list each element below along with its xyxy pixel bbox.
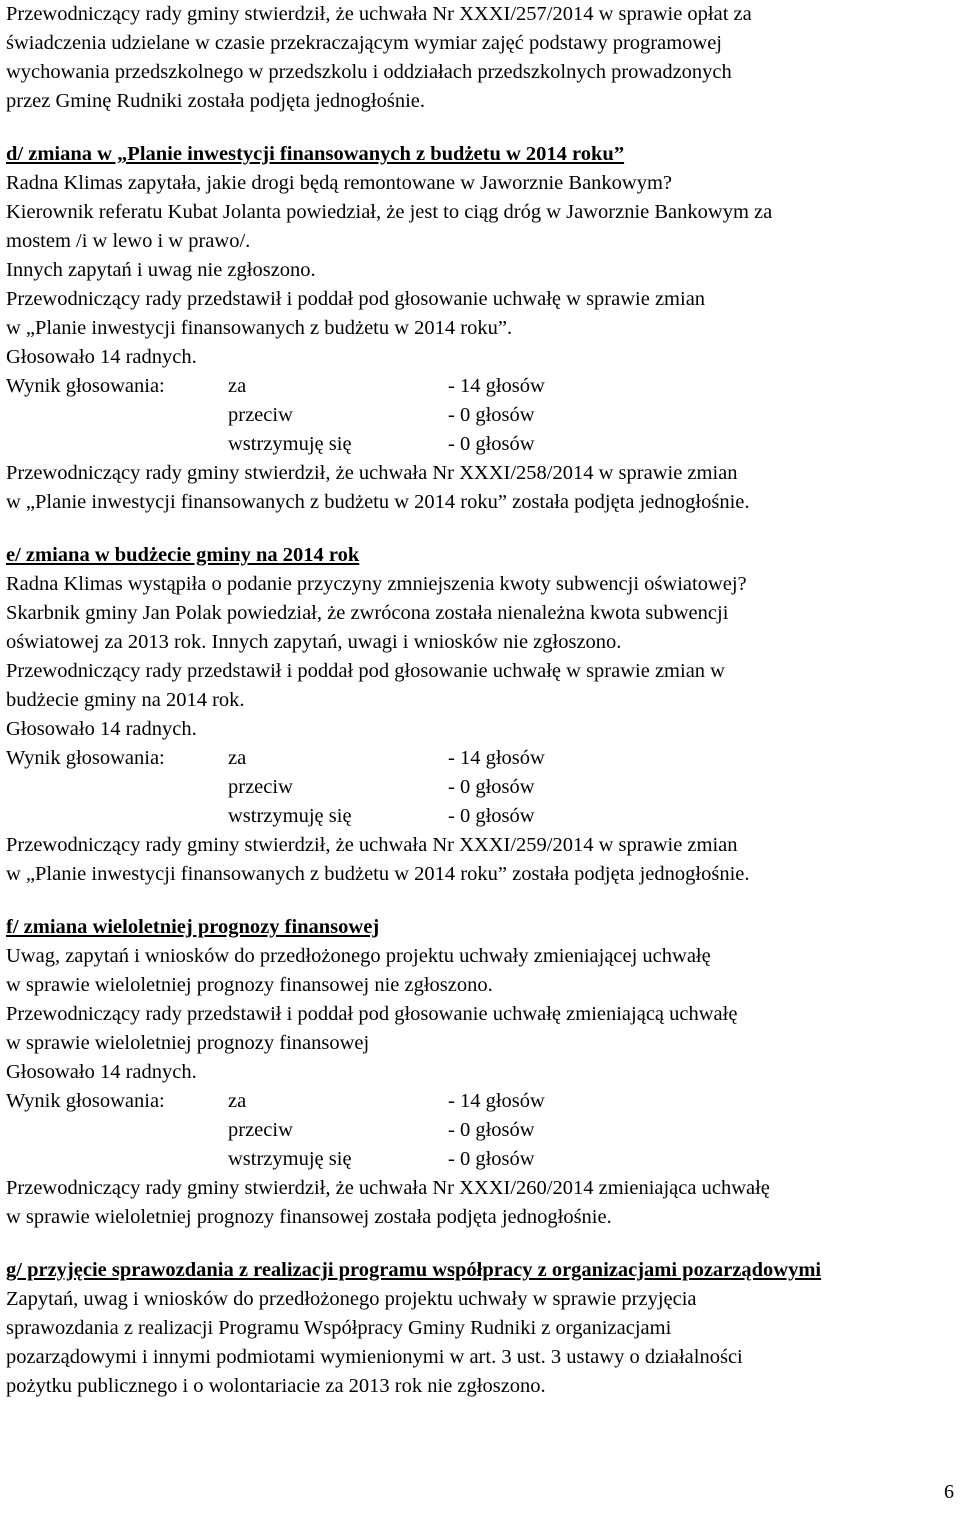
vote-row: [6, 1116, 956, 1145]
vote-option: za: [228, 747, 247, 769]
text-line: w sprawie wieloletniej prognozy finansowej: [6, 1032, 370, 1054]
text-line: przez Gminę Rudniki została podjęta jednogłośnie.: [6, 90, 425, 112]
vote-option: wstrzymuję się: [228, 433, 352, 455]
vote-option: przeciw: [228, 776, 293, 798]
spacer: [6, 116, 956, 140]
vote-row: [6, 430, 956, 459]
text-line: w „Planie inwestycji finansowanych z budżetu w 2014 roku”.: [6, 317, 513, 339]
text-line: Przewodniczący rady gminy stwierdził, że uchwała Nr XXXI/259/2014 w sprawie zmian: [6, 834, 738, 856]
vote-count: - 0 głosów: [448, 404, 535, 426]
vote-result-table: [6, 372, 956, 459]
section-f: [6, 913, 956, 1232]
vote-label: Wynik głosowania:: [6, 1090, 165, 1112]
text-line: Głosowało 14 radnych.: [6, 346, 197, 368]
intro-paragraph: [6, 0, 956, 116]
vote-row: [6, 1087, 956, 1116]
spacer: [6, 889, 956, 913]
section-f-heading: f/ zmiana wieloletniej prognozy finansowej: [6, 916, 380, 938]
text-line: w „Planie inwestycji finansowanych z budżetu w 2014 roku” została podjęta jednogłośnie.: [6, 863, 750, 885]
vote-row: [6, 372, 956, 401]
vote-row: [6, 401, 956, 430]
vote-count: - 0 głosów: [448, 433, 535, 455]
vote-option: za: [228, 375, 247, 397]
vote-row: [6, 802, 956, 831]
page-number: 6: [944, 1481, 954, 1503]
text-line: Skarbnik gminy Jan Polak powiedział, że zwrócona została nienależna kwota subwencji: [6, 602, 729, 624]
section-e-heading: e/ zmiana w budżecie gminy na 2014 rok: [6, 544, 360, 566]
text-line: Głosowało 14 radnych.: [6, 718, 197, 740]
vote-row: [6, 773, 956, 802]
text-line: Innych zapytań i uwag nie zgłoszono.: [6, 259, 316, 281]
vote-count: - 14 głosów: [448, 1090, 545, 1112]
text-line: mostem /i w lewo i w prawo/.: [6, 230, 251, 252]
vote-label: Wynik głosowania:: [6, 747, 165, 769]
text-line: wychowania przedszkolnego w przedszkolu i oddziałach przedszkolnych prowadzonych: [6, 61, 732, 83]
section-g: [6, 1256, 956, 1401]
text-line: pożytku publicznego i o wolontariacie za 2013 rok nie zgłoszono.: [6, 1375, 546, 1397]
text-line: Uwag, zapytań i wniosków do przedłożonego projektu uchwały zmieniającej uchwałę: [6, 945, 711, 967]
text-line: świadczenia udzielane w czasie przekraczającym wymiar zajęć podstawy programowej: [6, 32, 722, 54]
vote-count: - 0 głosów: [448, 776, 535, 798]
vote-option: wstrzymuję się: [228, 805, 352, 827]
spacer: [6, 517, 956, 541]
vote-count: - 0 głosów: [448, 1148, 535, 1170]
text-line: Przewodniczący rady przedstawił i poddał pod głosowanie uchwałę w sprawie zmian w: [6, 660, 725, 682]
text-line: Radna Klimas wystąpiła o podanie przyczyny zmniejszenia kwoty subwencji oświatowej?: [6, 573, 747, 595]
vote-count: - 0 głosów: [448, 805, 535, 827]
vote-count: - 14 głosów: [448, 747, 545, 769]
text-line: w „Planie inwestycji finansowanych z budżetu w 2014 roku” została podjęta jednogłośnie.: [6, 491, 750, 513]
vote-label: Wynik głosowania:: [6, 375, 165, 397]
text-line: Przewodniczący rady gminy stwierdził, że uchwała Nr XXXI/257/2014 w sprawie opłat za: [6, 3, 752, 25]
document-page: [6, 0, 956, 1401]
text-line: oświatowej za 2013 rok. Innych zapytań, uwagi i wniosków nie zgłoszono.: [6, 631, 622, 653]
section-d-heading: d/ zmiana w „Planie inwestycji finansowanych z budżetu w 2014 roku”: [6, 143, 625, 165]
vote-option: za: [228, 1090, 247, 1112]
spacer: [6, 1232, 956, 1256]
section-g-heading: g/ przyjęcie sprawozdania z realizacji programu współpracy z organizacjami pozarządowymi: [6, 1259, 822, 1281]
vote-count: - 0 głosów: [448, 1119, 535, 1141]
vote-row: [6, 1145, 956, 1174]
text-line: pozarządowymi i innymi podmiotami wymienionymi w art. 3 ust. 3 ustawy o działalności: [6, 1346, 743, 1368]
vote-row: [6, 744, 956, 773]
text-line: Zapytań, uwag i wniosków do przedłożonego projektu uchwały w sprawie przyjęcia: [6, 1288, 697, 1310]
text-line: budżecie gminy na 2014 rok.: [6, 689, 245, 711]
vote-option: przeciw: [228, 1119, 293, 1141]
text-line: w sprawie wieloletniej prognozy finansowej została podjęta jednogłośnie.: [6, 1206, 612, 1228]
text-line: Kierownik referatu Kubat Jolanta powiedział, że jest to ciąg dróg w Jaworznie Bankowym za: [6, 201, 773, 223]
text-line: w sprawie wieloletniej prognozy finansowej nie zgłoszono.: [6, 974, 493, 996]
section-e: [6, 541, 956, 889]
text-line: Przewodniczący rady gminy stwierdził, że uchwała Nr XXXI/258/2014 w sprawie zmian: [6, 462, 738, 484]
text-line: Przewodniczący rady przedstawił i poddał pod głosowanie uchwałę w sprawie zmian: [6, 288, 706, 310]
vote-result-table: [6, 744, 956, 831]
text-line: Radna Klimas zapytała, jakie drogi będą remontowane w Jaworznie Bankowym?: [6, 172, 673, 194]
vote-count: - 14 głosów: [448, 375, 545, 397]
text-line: Przewodniczący rady przedstawił i poddał pod głosowanie uchwałę zmieniającą uchwałę: [6, 1003, 738, 1025]
section-d: [6, 140, 956, 517]
vote-option: przeciw: [228, 404, 293, 426]
vote-option: wstrzymuję się: [228, 1148, 352, 1170]
text-line: Głosowało 14 radnych.: [6, 1061, 197, 1083]
vote-result-table: [6, 1087, 956, 1174]
text-line: sprawozdania z realizacji Programu Współpracy Gminy Rudniki z organizacjami: [6, 1317, 672, 1339]
text-line: Przewodniczący rady gminy stwierdził, że uchwała Nr XXXI/260/2014 zmieniająca uchwałę: [6, 1177, 770, 1199]
